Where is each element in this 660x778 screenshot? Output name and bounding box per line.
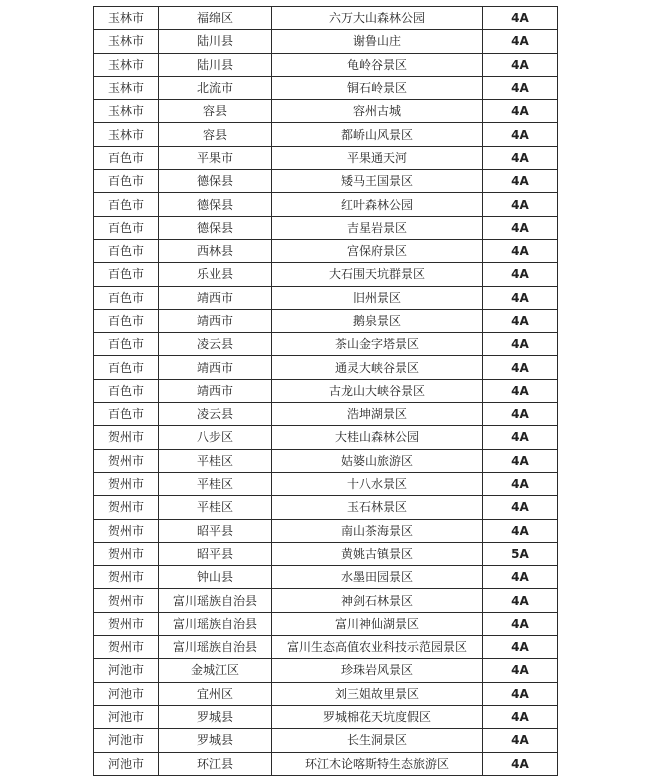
rating-cell: 4A <box>483 519 558 542</box>
table-row <box>94 449 558 472</box>
scenic-name-cell: 容州古城 <box>272 100 483 123</box>
scenic-name-cell: 宫保府景区 <box>272 239 483 262</box>
county-cell: 靖西市 <box>159 286 272 309</box>
table-row <box>94 170 558 193</box>
scenic-name-cell: 浩坤湖景区 <box>272 403 483 426</box>
scenic-name-cell: 龟岭谷景区 <box>272 53 483 76</box>
table-row <box>94 636 558 659</box>
city-cell: 河池市 <box>94 659 159 682</box>
county-cell: 钟山县 <box>159 566 272 589</box>
county-cell: 靖西市 <box>159 379 272 402</box>
scenic-name-cell: 南山茶海景区 <box>272 519 483 542</box>
rating-cell: 4A <box>483 729 558 752</box>
scenic-spot-table <box>93 6 558 776</box>
county-cell: 八步区 <box>159 426 272 449</box>
table-row <box>94 729 558 752</box>
rating-cell: 4A <box>483 216 558 239</box>
rating-cell: 4A <box>483 379 558 402</box>
scenic-name-cell: 珍珠岩风景区 <box>272 659 483 682</box>
rating-cell: 5A <box>483 542 558 565</box>
scenic-name-cell: 旧州景区 <box>272 286 483 309</box>
scenic-name-cell: 长生洞景区 <box>272 729 483 752</box>
city-cell: 贺州市 <box>94 496 159 519</box>
table-row <box>94 286 558 309</box>
scenic-name-cell: 富川生态高值农业科技示范园景区 <box>272 636 483 659</box>
table-row <box>94 566 558 589</box>
county-cell: 乐业县 <box>159 263 272 286</box>
scenic-name-cell: 罗城棉花天坑度假区 <box>272 705 483 728</box>
table-row <box>94 123 558 146</box>
city-cell: 玉林市 <box>94 76 159 99</box>
city-cell: 贺州市 <box>94 449 159 472</box>
table-row <box>94 519 558 542</box>
rating-cell: 4A <box>483 7 558 30</box>
city-cell: 百色市 <box>94 193 159 216</box>
table-row <box>94 403 558 426</box>
table-row <box>94 589 558 612</box>
county-cell: 平桂区 <box>159 449 272 472</box>
city-cell: 百色市 <box>94 263 159 286</box>
county-cell: 容县 <box>159 100 272 123</box>
city-cell: 贺州市 <box>94 472 159 495</box>
county-cell: 富川瑶族自治县 <box>159 636 272 659</box>
rating-cell: 4A <box>483 752 558 775</box>
table-row <box>94 659 558 682</box>
table-row <box>94 100 558 123</box>
scenic-name-cell: 红叶森林公园 <box>272 193 483 216</box>
county-cell: 德保县 <box>159 216 272 239</box>
city-cell: 河池市 <box>94 752 159 775</box>
county-cell: 靖西市 <box>159 309 272 332</box>
city-cell: 百色市 <box>94 403 159 426</box>
rating-cell: 4A <box>483 170 558 193</box>
county-cell: 靖西市 <box>159 356 272 379</box>
table-row <box>94 612 558 635</box>
city-cell: 玉林市 <box>94 7 159 30</box>
city-cell: 百色市 <box>94 379 159 402</box>
city-cell: 贺州市 <box>94 612 159 635</box>
county-cell: 平桂区 <box>159 472 272 495</box>
rating-cell: 4A <box>483 449 558 472</box>
scenic-name-cell: 姑婆山旅游区 <box>272 449 483 472</box>
city-cell: 贺州市 <box>94 566 159 589</box>
scenic-name-cell: 茶山金字塔景区 <box>272 333 483 356</box>
scenic-name-cell: 谢鲁山庄 <box>272 30 483 53</box>
city-cell: 玉林市 <box>94 123 159 146</box>
county-cell: 平果市 <box>159 146 272 169</box>
city-cell: 贺州市 <box>94 426 159 449</box>
table-row <box>94 146 558 169</box>
scenic-name-cell: 环江木论喀斯特生态旅游区 <box>272 752 483 775</box>
table-row <box>94 30 558 53</box>
rating-cell: 4A <box>483 589 558 612</box>
rating-cell: 4A <box>483 76 558 99</box>
table-row <box>94 426 558 449</box>
rating-cell: 4A <box>483 472 558 495</box>
table-row <box>94 7 558 30</box>
county-cell: 福绵区 <box>159 7 272 30</box>
scenic-name-cell: 黄姚古镇景区 <box>272 542 483 565</box>
county-cell: 容县 <box>159 123 272 146</box>
scenic-name-cell: 刘三姐故里景区 <box>272 682 483 705</box>
table-row <box>94 333 558 356</box>
rating-cell: 4A <box>483 53 558 76</box>
city-cell: 玉林市 <box>94 53 159 76</box>
rating-cell: 4A <box>483 426 558 449</box>
rating-cell: 4A <box>483 496 558 519</box>
scenic-name-cell: 富川神仙湖景区 <box>272 612 483 635</box>
table-row <box>94 542 558 565</box>
city-cell: 百色市 <box>94 286 159 309</box>
county-cell: 西林县 <box>159 239 272 262</box>
county-cell: 平桂区 <box>159 496 272 519</box>
table-row <box>94 682 558 705</box>
scenic-name-cell: 玉石林景区 <box>272 496 483 519</box>
county-cell: 富川瑶族自治县 <box>159 589 272 612</box>
county-cell: 凌云县 <box>159 403 272 426</box>
city-cell: 河池市 <box>94 729 159 752</box>
table-row <box>94 216 558 239</box>
rating-cell: 4A <box>483 100 558 123</box>
table-row <box>94 193 558 216</box>
rating-cell: 4A <box>483 566 558 589</box>
scenic-name-cell: 平果通天河 <box>272 146 483 169</box>
city-cell: 百色市 <box>94 170 159 193</box>
rating-cell: 4A <box>483 193 558 216</box>
rating-cell: 4A <box>483 682 558 705</box>
county-cell: 陆川县 <box>159 30 272 53</box>
city-cell: 贺州市 <box>94 589 159 612</box>
rating-cell: 4A <box>483 612 558 635</box>
rating-cell: 4A <box>483 705 558 728</box>
table-row <box>94 472 558 495</box>
city-cell: 玉林市 <box>94 100 159 123</box>
rating-cell: 4A <box>483 286 558 309</box>
table-row <box>94 76 558 99</box>
rating-cell: 4A <box>483 239 558 262</box>
scenic-name-cell: 通灵大峡谷景区 <box>272 356 483 379</box>
scenic-name-cell: 矮马王国景区 <box>272 170 483 193</box>
county-cell: 罗城县 <box>159 705 272 728</box>
rating-cell: 4A <box>483 309 558 332</box>
rating-cell: 4A <box>483 659 558 682</box>
county-cell: 富川瑶族自治县 <box>159 612 272 635</box>
rating-cell: 4A <box>483 403 558 426</box>
table-row <box>94 263 558 286</box>
scenic-name-cell: 大石围天坑群景区 <box>272 263 483 286</box>
city-cell: 百色市 <box>94 146 159 169</box>
city-cell: 百色市 <box>94 239 159 262</box>
rating-cell: 4A <box>483 146 558 169</box>
city-cell: 百色市 <box>94 309 159 332</box>
city-cell: 贺州市 <box>94 542 159 565</box>
rating-cell: 4A <box>483 636 558 659</box>
county-cell: 宜州区 <box>159 682 272 705</box>
table-row <box>94 53 558 76</box>
county-cell: 北流市 <box>159 76 272 99</box>
table-row <box>94 752 558 775</box>
city-cell: 百色市 <box>94 356 159 379</box>
table-row <box>94 705 558 728</box>
scenic-name-cell: 十八水景区 <box>272 472 483 495</box>
city-cell: 河池市 <box>94 682 159 705</box>
county-cell: 环江县 <box>159 752 272 775</box>
rating-cell: 4A <box>483 30 558 53</box>
city-cell: 玉林市 <box>94 30 159 53</box>
scenic-name-cell: 六万大山森林公园 <box>272 7 483 30</box>
county-cell: 金城江区 <box>159 659 272 682</box>
county-cell: 昭平县 <box>159 542 272 565</box>
table-row <box>94 356 558 379</box>
rating-cell: 4A <box>483 263 558 286</box>
county-cell: 陆川县 <box>159 53 272 76</box>
rating-cell: 4A <box>483 123 558 146</box>
rating-cell: 4A <box>483 356 558 379</box>
county-cell: 罗城县 <box>159 729 272 752</box>
city-cell: 百色市 <box>94 333 159 356</box>
rating-cell: 4A <box>483 333 558 356</box>
city-cell: 贺州市 <box>94 519 159 542</box>
table-row <box>94 496 558 519</box>
scenic-name-cell: 水墨田园景区 <box>272 566 483 589</box>
county-cell: 德保县 <box>159 193 272 216</box>
county-cell: 昭平县 <box>159 519 272 542</box>
county-cell: 凌云县 <box>159 333 272 356</box>
table-body <box>94 7 558 776</box>
table-row <box>94 309 558 332</box>
scenic-name-cell: 神剑石林景区 <box>272 589 483 612</box>
table-row <box>94 379 558 402</box>
scenic-name-cell: 古龙山大峡谷景区 <box>272 379 483 402</box>
scenic-name-cell: 铜石岭景区 <box>272 76 483 99</box>
city-cell: 百色市 <box>94 216 159 239</box>
scenic-name-cell: 吉星岩景区 <box>272 216 483 239</box>
scenic-name-cell: 大桂山森林公园 <box>272 426 483 449</box>
scenic-name-cell: 都峤山风景区 <box>272 123 483 146</box>
scenic-name-cell: 鹅泉景区 <box>272 309 483 332</box>
county-cell: 德保县 <box>159 170 272 193</box>
table-row <box>94 239 558 262</box>
city-cell: 贺州市 <box>94 636 159 659</box>
city-cell: 河池市 <box>94 705 159 728</box>
